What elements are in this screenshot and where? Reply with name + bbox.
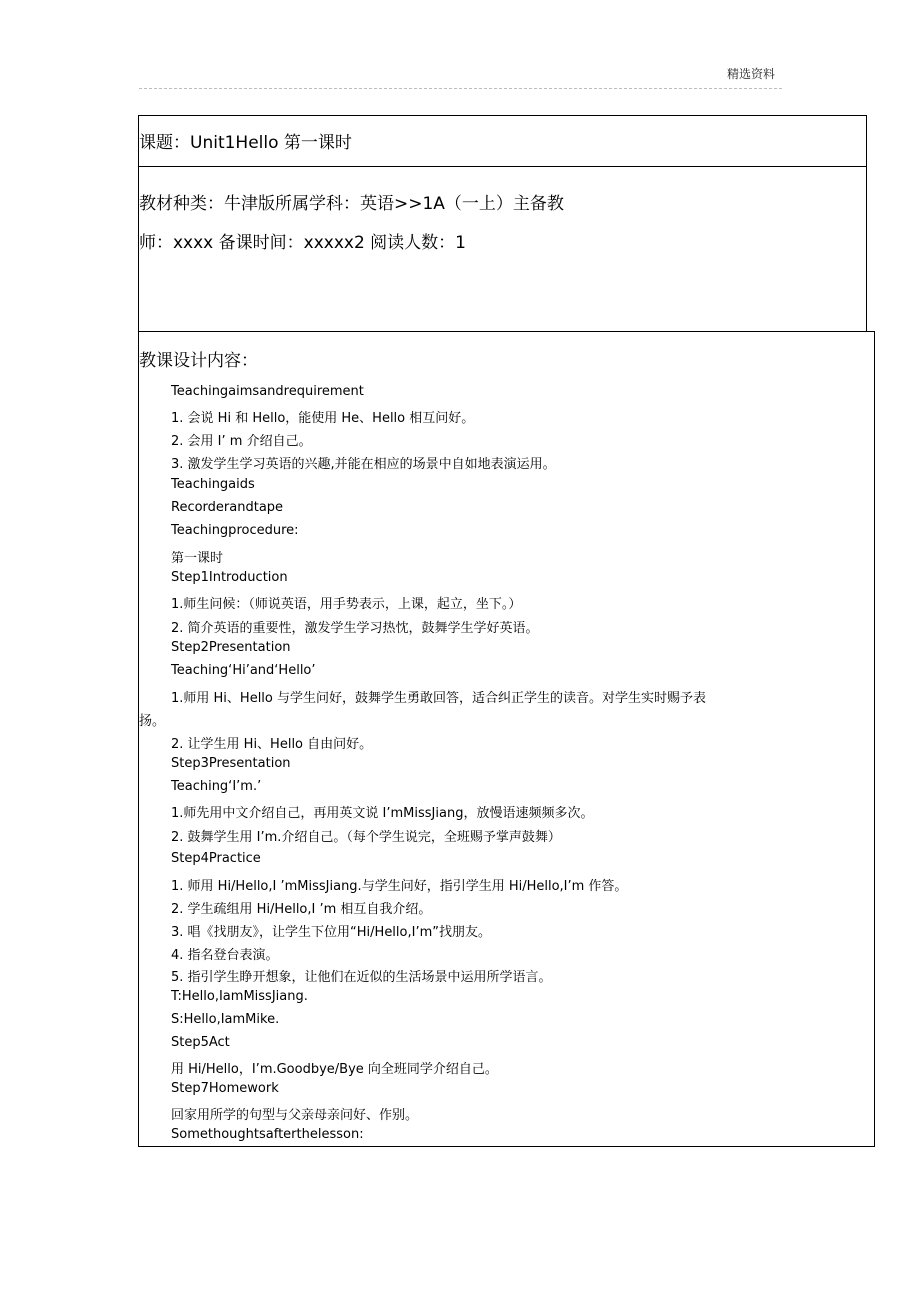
content-line: 回家用所学的句型与父亲母亲问好、作别。 <box>171 1108 419 1123</box>
content-line: Teachingaids <box>171 477 255 492</box>
meta-line-2: 师：xxxx 备课时间：xxxxx2 阅读人数：1 <box>139 233 466 253</box>
lesson-title: 课题：Unit1Hello 第一课时 <box>139 133 352 153</box>
content-line: 5. 指引学生睁开想象，让他们在近似的生活场景中运用所学语言。 <box>171 970 552 985</box>
content-line: 3. 唱《找朋友》，让学生下位用“Hi/Hello,I’m”找朋友。 <box>171 925 491 940</box>
content-line: Step3Presentation <box>171 756 291 771</box>
design-heading: 教课设计内容： <box>139 351 258 371</box>
content-line: 1.师用 Hi、Hello 与学生问好，鼓舞学生勇敢回答，适合纠正学生的读音。对学生实时赐予表 <box>171 691 707 706</box>
content-line: Step2Presentation <box>171 640 291 655</box>
header-divider <box>139 88 782 89</box>
content-line: Teachingaimsandrequirement <box>171 384 364 399</box>
content-line: 2. 让学生用 Hi、Hello 自由问好。 <box>171 737 373 752</box>
content-line: Teaching‘I’m.’ <box>171 779 262 794</box>
content-line: 用 Hi/Hello，I’m.Goodbye/Bye 向全班同学介绍自己。 <box>171 1062 498 1077</box>
content-line: 1. 会说 Hi 和 Hello，能使用 He、Hello 相互问好。 <box>171 411 475 426</box>
content-line: 扬。 <box>139 714 166 729</box>
content-line: Teaching‘Hi’and‘Hello’ <box>171 663 316 678</box>
content-line: 3. 激发学生学习英语的兴趣,并能在相应的场景中自如地表演运用。 <box>171 457 556 472</box>
content-line: 1.师生问候：（师说英语，用手势表示，上课，起立，坐下。） <box>171 597 522 612</box>
content-line: 2. 学生疏组用 Hi/Hello,I ’m 相互自我介绍。 <box>171 902 432 917</box>
content-line: Step4Practice <box>171 851 261 866</box>
header-note: 精选资料 <box>727 67 776 81</box>
content-line: Teachingprocedure: <box>171 523 299 538</box>
content-line: 4. 指名登台表演。 <box>171 948 279 963</box>
content-line: S:Hello,IamMike. <box>171 1012 280 1027</box>
meta-line-1: 教材种类：牛津版所属学科：英语>>1A（一上）主备教 <box>139 194 564 214</box>
content-line: 1.师先用中文介绍自己，再用英文说 I’mMissJiang，放慢语速频频多次。 <box>171 806 594 821</box>
content-line: T:Hello,IamMissJiang. <box>171 989 308 1004</box>
content-line: 第一课时 <box>171 551 224 566</box>
content-line: 1. 师用 Hi/Hello,I ’mMissJiang.与学生问好，指引学生用 Hi/Hello,I’m 作答。 <box>171 879 628 894</box>
content-line: 2. 会用 I’ m 介绍自己。 <box>171 434 312 449</box>
content-line: Recorderandtape <box>171 500 284 515</box>
content-line: 2. 鼓舞学生用 I’m.介绍自己。（每个学生说完，全班赐予掌声鼓舞） <box>171 830 561 845</box>
content-line: Somethoughtsafterthelesson: <box>171 1127 364 1142</box>
content-line: Step7Homework <box>171 1081 279 1096</box>
content-line: Step1Introduction <box>171 570 288 585</box>
content-line: 2. 简介英语的重要性，激发学生学习热忱，鼓舞学生学好英语。 <box>171 621 539 636</box>
content-line: Step5Act <box>171 1035 230 1050</box>
